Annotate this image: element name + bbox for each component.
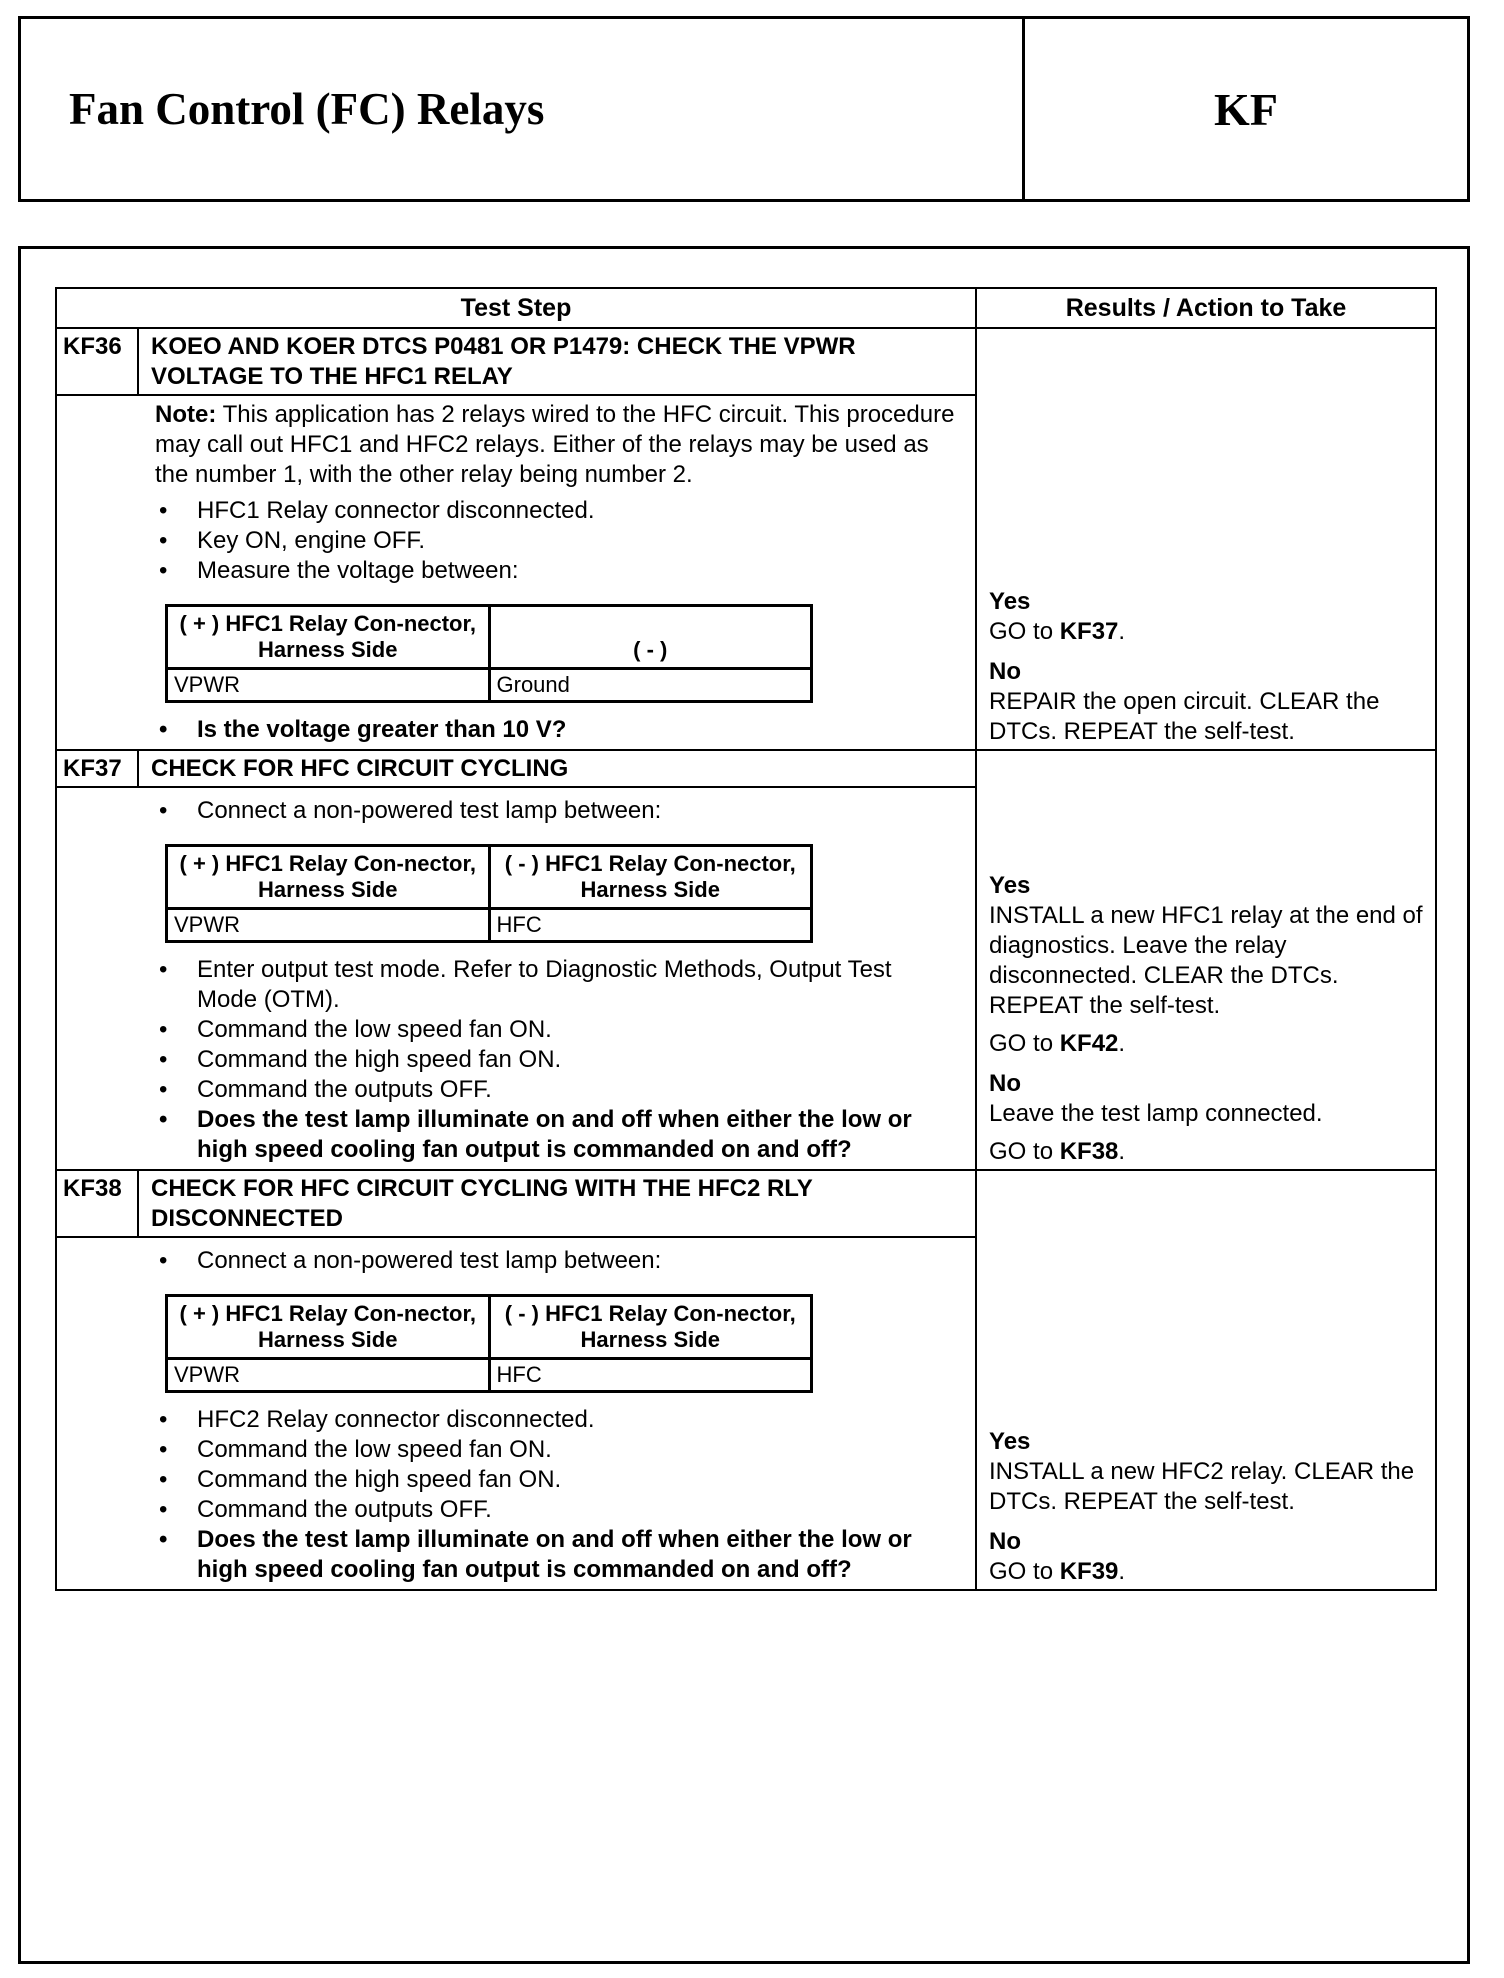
result-no	[989, 1527, 1425, 1587]
step-title: KOEO AND KOER DTCS P0481 OR P1479: CHECK THE VPWR VOLTAGE TO THE HFC1 RELAY	[138, 328, 976, 395]
step-question: • Is the voltage greater than 10 V?	[155, 715, 955, 745]
page-title: Fan Control (FC) Relays	[69, 84, 545, 134]
page-header	[18, 16, 1470, 202]
bullet-item: • Connect a non-powered test lamp between:	[155, 1246, 955, 1276]
goto-link-kf37[interactable]: KF37	[1059, 618, 1119, 645]
note-text: This application has 2 relays wired to the HFC circuit. This procedure may call out HFC1 and HFC2 relays. Either of the relays may be used as the number 1, with the other relay being number 2.	[155, 401, 955, 488]
step-question: • Does the test lamp illuminate on and off when either the low or high speed cooling fan output is commanded on and off?	[155, 1525, 955, 1585]
goto-prefix: GO to	[989, 1138, 1060, 1165]
step-body	[56, 1237, 976, 1590]
test-steps-table	[55, 287, 1437, 1591]
header-title-cell	[21, 19, 1025, 199]
column-header-results: Results / Action to Take	[976, 288, 1436, 328]
pin-head-positive: ( + ) HFC1 Relay Con-nector, Harness Side	[167, 846, 490, 909]
result-no-goto: GO to KF38.	[989, 1138, 1126, 1165]
bullet-item: • Key ON, engine OFF.	[155, 526, 955, 556]
note-label: Note:	[155, 401, 217, 428]
pin-measure-table	[165, 844, 813, 943]
pin-head-negative: ( - ) HFC1 Relay Con-nector, Harness Side	[489, 846, 812, 909]
result-yes-goto: GO to KF42.	[989, 1030, 1126, 1057]
step-results	[976, 750, 1436, 1170]
result-yes-label: Yes	[989, 872, 1031, 899]
pin-val-negative: HFC	[489, 1359, 812, 1392]
step-bullets-after	[155, 1405, 955, 1585]
bullet-item: • Command the outputs OFF.	[155, 1495, 955, 1525]
pin-head-negative: ( - ) HFC1 Relay Con-nector, Harness Side	[489, 1296, 812, 1359]
step-title-row	[56, 750, 1436, 787]
result-no	[989, 657, 1425, 747]
pin-head-negative: ( - )	[489, 606, 812, 669]
step-bullets	[155, 1246, 955, 1276]
goto-prefix: GO to	[989, 1558, 1060, 1585]
result-yes-label: Yes	[989, 1428, 1031, 1455]
goto-link-kf42[interactable]: KF42	[1059, 1030, 1119, 1057]
result-no-label: No	[989, 1070, 1022, 1097]
pin-head-positive: ( + ) HFC1 Relay Con-nector, Harness Side	[167, 1296, 490, 1359]
bullet-item: • HFC2 Relay connector disconnected.	[155, 1405, 955, 1435]
bullet-item: • Command the high speed fan ON.	[155, 1045, 955, 1075]
step-title-row	[56, 1170, 1436, 1237]
result-yes	[989, 587, 1425, 647]
pin-measure-table	[165, 604, 813, 703]
goto-link-kf39[interactable]: KF39	[1059, 1558, 1119, 1585]
bullet-item: • Command the low speed fan ON.	[155, 1435, 955, 1465]
step-question: • Does the test lamp illuminate on and off when either the low or high speed cooling fan output is commanded on and off?	[155, 1105, 955, 1165]
pin-val-negative: Ground	[489, 669, 812, 702]
header-code-cell	[1025, 19, 1467, 199]
bullet-item: • HFC1 Relay connector disconnected.	[155, 496, 955, 526]
bullet-item: • Command the outputs OFF.	[155, 1075, 955, 1105]
bullet-item: • Command the high speed fan ON.	[155, 1465, 955, 1495]
result-no-label: No	[989, 1528, 1022, 1555]
section-code: KF	[1214, 83, 1278, 135]
step-body	[56, 787, 976, 1170]
bullet-item: • Connect a non-powered test lamp between:	[155, 796, 955, 826]
step-bullets	[155, 496, 955, 586]
result-yes	[989, 1427, 1425, 1517]
result-yes-text: INSTALL a new HFC1 relay at the end of diagnostics. Leave the relay disconnected. CLEAR the DTCs. REPEAT the self-test.	[989, 902, 1423, 1019]
goto-prefix: GO to	[989, 618, 1060, 645]
step-title-row	[56, 328, 1436, 395]
step-results	[976, 328, 1436, 750]
result-no-text: REPAIR the open circuit. CLEAR the DTCs. REPEAT the self-test.	[989, 688, 1380, 745]
result-no-goto: GO to KF39.	[989, 1558, 1126, 1585]
result-yes	[989, 871, 1425, 1059]
step-id: KF37	[56, 750, 138, 787]
step-id: KF36	[56, 328, 138, 395]
step-bullets	[155, 796, 955, 826]
pin-val-positive: VPWR	[167, 909, 490, 942]
result-no-label: No	[989, 658, 1022, 685]
result-yes-label: Yes	[989, 588, 1031, 615]
result-no-text: Leave the test lamp connected.	[989, 1100, 1323, 1127]
bullet-item: • Measure the voltage between:	[155, 556, 955, 586]
step-title: CHECK FOR HFC CIRCUIT CYCLING	[138, 750, 976, 787]
bullet-item: • Enter output test mode. Refer to Diagnostic Methods, Output Test Mode (OTM).	[155, 955, 955, 1015]
step-title: CHECK FOR HFC CIRCUIT CYCLING WITH THE HFC2 RLY DISCONNECTED	[138, 1170, 976, 1237]
pin-val-positive: VPWR	[167, 669, 490, 702]
pin-measure-table	[165, 1294, 813, 1393]
step-body	[56, 395, 976, 750]
result-no	[989, 1069, 1425, 1167]
step-results	[976, 1170, 1436, 1590]
column-header-test-step: Test Step	[56, 288, 976, 328]
pin-val-negative: HFC	[489, 909, 812, 942]
goto-prefix: GO to	[989, 1030, 1060, 1057]
goto-link-kf38[interactable]: KF38	[1059, 1138, 1119, 1165]
pin-val-positive: VPWR	[167, 1359, 490, 1392]
step-bullets-after	[155, 955, 955, 1165]
pin-head-positive: ( + ) HFC1 Relay Con-nector, Harness Side	[167, 606, 490, 669]
procedure-box	[18, 246, 1470, 1964]
result-yes-goto: GO to KF37.	[989, 618, 1126, 645]
result-yes-text: INSTALL a new HFC2 relay. CLEAR the DTCs. REPEAT the self-test.	[989, 1458, 1415, 1515]
step-note	[155, 400, 955, 490]
step-question-list	[155, 715, 955, 745]
step-id: KF38	[56, 1170, 138, 1237]
table-header-row	[56, 288, 1436, 328]
bullet-item: • Command the low speed fan ON.	[155, 1015, 955, 1045]
